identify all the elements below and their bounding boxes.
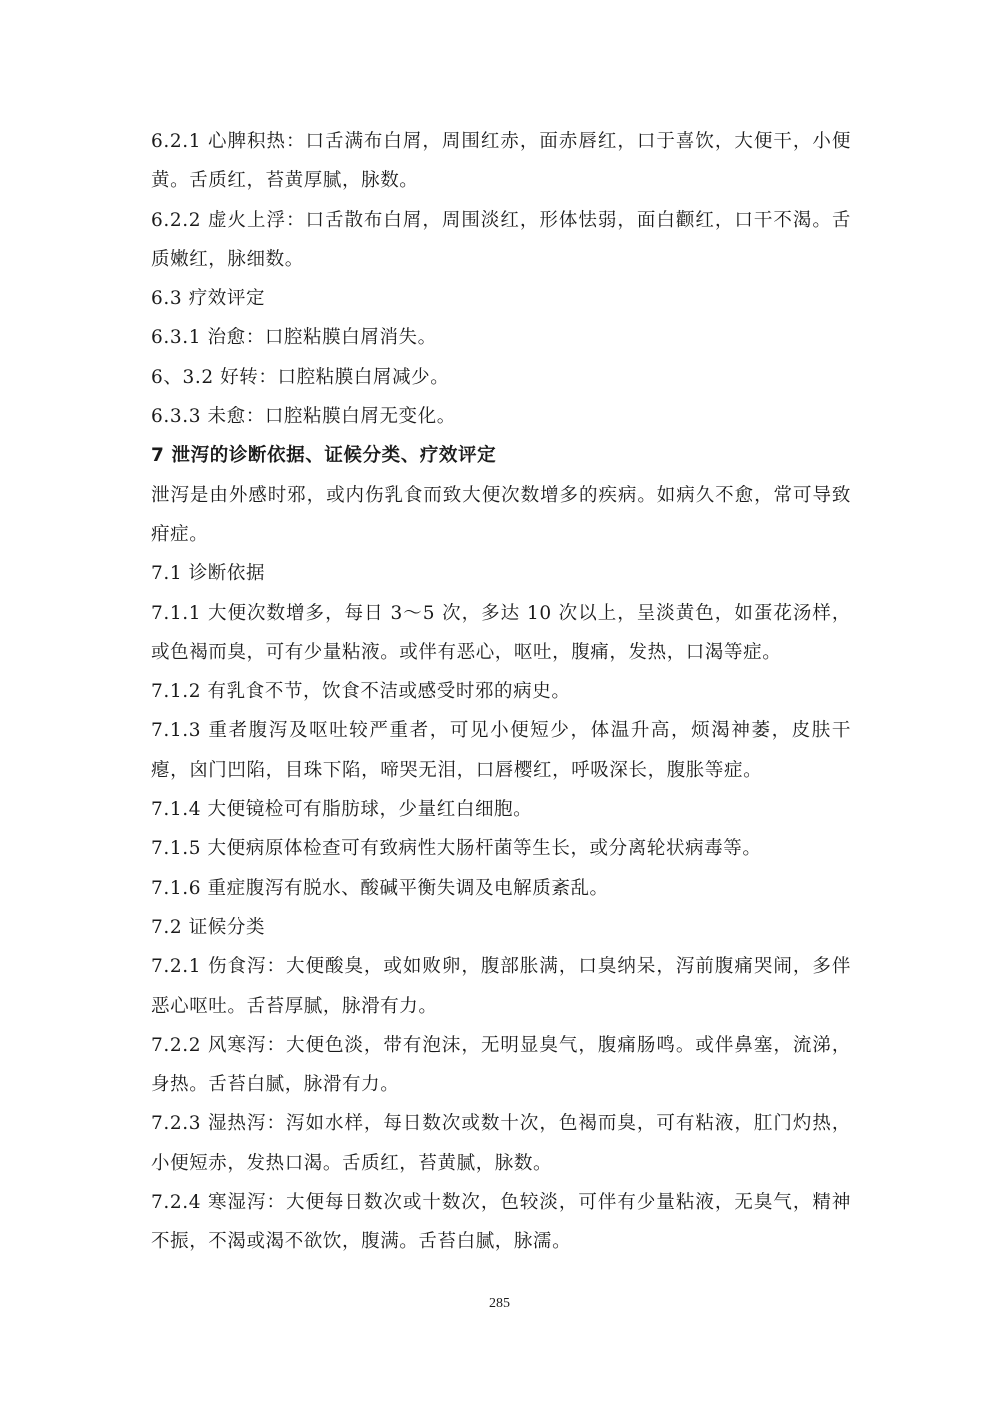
paragraph: 7.1.1 大便次数增多，每日 3～5 次，多达 10 次以上，呈淡黄色，如蛋花汤样，或色褐而臭，可有少量粘液。或伴有恶心，呕吐，腹痛，发热，口渴等症。 xyxy=(151,602,851,663)
paragraph: 7.2.2 风寒泻：大便色淡，带有泡沫，无明显臭气，腹痛肠鸣。或伴鼻塞，流涕，身热。舌苔白腻，脉滑有力。 xyxy=(151,1034,851,1096)
paragraph: 7.1.2 有乳食不节，饮食不洁或感受时邪的病史。 xyxy=(151,681,571,703)
paragraph: 6.2.2 虚火上浮：口舌散布白屑，周围淡红，形体怯弱，面白颧红，口干不渴。舌质嫩红，脉细数。 xyxy=(151,209,851,270)
section-heading: 7.2 证候分类 xyxy=(151,916,266,938)
paragraph: 7.1.3 重者腹泻及呕吐较严重者，可见小便短少，体温升高，烦渴神萎，皮肤干瘪，囟门凹陷，目珠下陷，啼哭无泪，口唇樱红，呼吸深长，腹胀等症。 xyxy=(151,720,851,781)
paragraph: 7.1.6 重症腹泻有脱水、酸碱平衡失调及电解质紊乱。 xyxy=(151,877,609,899)
paragraph: 7.2.1 伤食泻：大便酸臭，或如败卵，腹部胀满，口臭纳呆，泻前腹痛哭闹，多伴恶心呕吐。舌苔厚腻，脉滑有力。 xyxy=(151,956,851,1017)
document-body xyxy=(151,122,851,1262)
section-heading: 6.3 疗效评定 xyxy=(151,288,266,310)
chapter-heading: 7 泄泻的诊断依据、证候分类、疗效评定 xyxy=(151,445,497,467)
paragraph: 6、3.2 好转：口腔粘膜白屑减少。 xyxy=(151,366,450,388)
paragraph: 7.1.5 大便病原体检查可有致病性大肠杆菌等生长，或分离轮状病毒等。 xyxy=(151,838,762,860)
paragraph: 7.2.4 寒湿泻：大便每日数次或十数次，色较淡，可伴有少量粘液，无臭气，精神不振，不渴或渴不欲饮，腹满。舌苔白腻，脉濡。 xyxy=(151,1192,851,1253)
paragraph: 泄泻是由外感时邪，或内伤乳食而致大便次数增多的疾病。如病久不愈，常可导致疳症。 xyxy=(151,484,851,545)
paragraph: 7.2.3 湿热泻：泻如水样，每日数次或数十次，色褐而臭，可有粘液，肛门灼热，小便短赤，发热口渴。舌质红，苔黄腻，脉数。 xyxy=(151,1113,851,1174)
paragraph: 6.3.1 治愈：口腔粘膜白屑消失。 xyxy=(151,327,437,349)
page-number: 285 xyxy=(489,1296,510,1311)
paragraph: 6.3.3 未愈：口腔粘膜白屑无变化。 xyxy=(151,406,456,428)
paragraph: 6.2.1 心脾积热：口舌满布白屑，周围红赤，面赤唇红，口于喜饮，大便干，小便黄。舌质红，苔黄厚腻，脉数。 xyxy=(151,131,851,192)
section-heading: 7.1 诊断依据 xyxy=(151,563,266,585)
paragraph: 7.1.4 大便镜检可有脂肪球，少量红白细胞。 xyxy=(151,799,533,821)
